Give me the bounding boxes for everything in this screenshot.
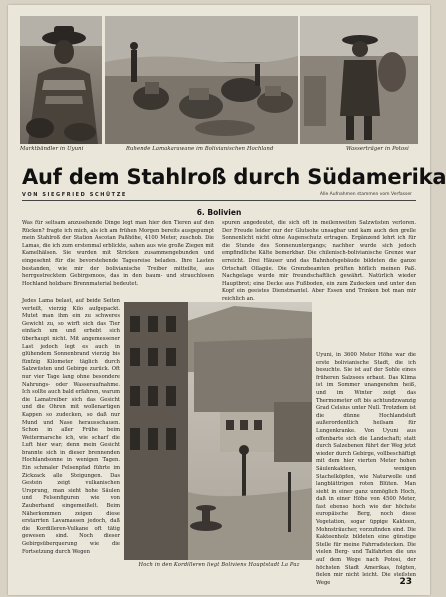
llama-caravan-photo	[105, 16, 298, 144]
paragraph: Jedes Lama belast, auf beide Seiten verteilt, vierzig Kilo aufgepackt. Mutet man ihm ein zu schweres Gewicht zu, so wirft sich das Tier einfach um und erhebt sich überhaupt nicht. Mit angemessener Last jedoch legt es auch in glühendem Sonnenbrand vierzig bis fünfzig Kilometer täglich durch Salzwüsten und Gebirge zurück. Oft nur vier Tage lang ohne besondere Nahrungs- oder Wasseraufnahme. Ich sollte auch bald erfahren, warum die Lamatreiber sich das Gesicht und die Ohren mit wollenartigen Kappen so zudecken, so daß nur Mund und Nase herausschauen. Schon in aller Frühe beim Weitermarsche ich, wie scharf die Luft hier war; denn mein Gesicht brannte sich in dieser brennenden Hochlandsonne in wenigen Tagen. Ein schmaler Felsenpfad führte im Zickzack alle Steigungen. Das Gestein zeigt vulkanischen Ursprung, man sieht hohe Säulen und Felsenfiguren wie von Zauberhand eingemeißelt. Beim Näherkommen zeigen diese erstarrten Lavamassen jedoch, daß die Kordilleren-Vulkane oft tätig gewesen sind. Noch dieser Gebirgsüberquerung wie die Fortsetzung durch Wegen	[22, 298, 120, 555]
market-trader-photo	[20, 16, 102, 144]
paragraph: spuren angedeutet, die sich oft in meilenweiten Salzwüsten verloren. Der Freude leider nur der Glutsohe unsagbar und kam auch den grelle Sonnenlicht nicht ohne Augenschutz ertragen. Ergänzend lehrt ich für die Stunde des Sonnenuntergangs; nachher wurde sich jedoch empfindliche Kälte bemerkbar. Die chilenisch-bolivianische Grenze war erreicht. Drei Häuser und das Bahnhofsgebäude bildeten die ganze Ortschaft Ollagüe. Die Grenzbeamten prüften höflich meinen Paß. Nachgelage wurde mir freundschaftlich gewährt. Natürlich wieder Hauptbrot; eine Decke aus Fußboden, ein zum Zudecken und unter den Kopf ein geeistes Dienstmantel. Aber Essen und Trinken bot man mir reichlich an.	[222, 220, 416, 302]
article-column-left-top	[22, 220, 214, 296]
article-title: Auf dem Stahlroß durch Südamerika	[22, 165, 446, 189]
la-paz-photo	[124, 302, 312, 560]
article-byline: VON SIEGFRIED SCHÜTZE	[22, 192, 127, 198]
photo-caption: Wasserträger in Potosi	[346, 146, 409, 152]
paragraph: Uyuni, in 3600 Meter Höhe war die erste bolivianische Stadt, die ich besuchte. Sie ist auf der Sohle eines früheren Salzsees erbaut. Das Klima ist im Sommer unangenehm heiß, und im Winter zeigt das Thermometer oft bis achtundzwanzig Grad Celsius unter Null. Trotzdem ist die dünne Hochlandsluft außerordentlich heilsam für Lungenkranke. Von Uyuni aus offenbarte sich die Landschaft; statt durch Salzebenen führt der Weg jetzt wieder durch Gebirge, vollbeschäftigt mit dem hier vierten Meter hohen Säulenkakteen, wenigen Stachelköpfen, wie Naturwolle und langblättrigen roten Blüten. Man sieht in einer ganz unmöglich Hoch, daß in einer Höhe von 4500 Meter, fast ebenso hoch wie der höchste europäische Berg, noch diese Vegetation, sogar üppige Kakteen, Mohnsträucher, vorzufinden sind. Die Kakteenholz bildeten eine günstige Stelle für meine Fahrradstecken. Die vielen Berg- und Talfahrten die uns auf dem Wege nach Potosi, der höchsten Stadt Amerikas, folgten, fielen mir nicht leicht. Die steilsten Wege	[316, 352, 416, 586]
photo-caption: Hoch in den Kordilleren liegt Boliviens Hauptstadt La Paz	[138, 562, 300, 568]
paragraph: Was für seltsam anzusehende Dinge legt man hier den Tieren auf den Rücken? fragte ich mich, als ich am frühen Morgen bereits ausgepumpt mein Stahlroß der Station Ascotan Paßhöhe, 4100 Meter, zuschob. Die Lamas, die ich zum erstenmal erblickte, sahen aus wie große Ziegen mit Kamelhälsen. Sie wurden mit Stricken zusammengebunden und eingesehnt für die bevorstehende Tagesreise beladen. Ihre Lasten bestanden, wie mir der bolivianische Treiber mitteilte, aus herrgestrecktem Gebirgsmoos, das in den baum- und strauchlosen Hochland holzbare Brennmaterial bedeutet.	[22, 220, 214, 287]
photo-caption: Ruhende Lamakarawane im Bolivianischen Hochland	[126, 146, 274, 152]
article-column-left-narrow	[22, 298, 120, 574]
magazine-page	[8, 5, 446, 595]
divider	[22, 200, 416, 201]
photo-caption: Marktbändler in Uyuni	[20, 146, 84, 152]
page-number: 23	[399, 577, 412, 587]
photo-credit: Alle Aufnahmen stammen vom Verfasser	[319, 192, 412, 197]
section-heading: 6. Bolivien	[196, 208, 242, 217]
water-carrier-photo	[300, 16, 418, 144]
